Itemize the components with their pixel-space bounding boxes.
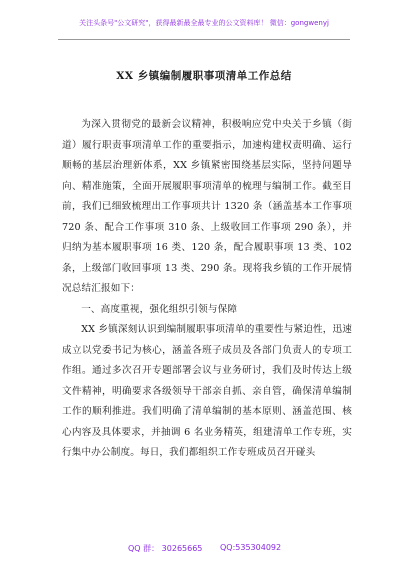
document-title: XX 乡镇编制履职事项清单工作总结 — [116, 70, 292, 82]
footer-qq-group: QQ 群： 30265665 — [128, 544, 203, 553]
section-1-paragraph: XX 乡镇深刻认识到编制履职事项清单的重要性与紧迫性，迅速成立以党委书记为核心，涵盖各班子成员及各部门负责人的专项工作组。通过多次召开专题部署会议与业务研讨，我们及时传达上级文件精神，明确要求各级领导干部亲自抓、亲自管，确保清单编制工作的顺利推进。我们明确了清单编制的基本原则、涵盖范围、核心内容及具体要求，并抽调 6 名业务精英，组建清单工作专班，实行集中办公制度。每日，我们都组织工作专班成员召开碰头 — [62, 324, 352, 458]
intro-paragraph: 为深入贯彻党的最新会议精神，积极响应党中央关于乡镇（街道）履行职责事项清单工作的重要指示，加速构建权责明确、运行顺畅的基层治理新体系，XX 乡镇紧密围绕基层实际，坚持问题导向、精准施策，全面开展履职事项清单的梳理与编制工作。截至目前，我们已细致梳理出工作事项共计 1320 条（涵盖基本工作事项 720 条、配合工作事项 310 条、上级收回工作事项 290 条），并归纳为基本履职事项 16 类、120 条，配合履职事项 13 类、102 条，上级部门收回事项 13 类、290 条。现将我乡镇的工作开展情况总结汇报如下： — [62, 119, 352, 294]
document-body — [62, 115, 352, 464]
section-heading-1: 一、高度重视，强化组织引领与保障 — [81, 303, 238, 315]
footer-qq: QQ:535304092 — [220, 543, 282, 552]
header-divider — [58, 39, 350, 40]
header-banner: 关注头条号"公文研究"，获得最新最全最专业的公文资料库！ 微信：gongwenyj — [79, 19, 329, 27]
